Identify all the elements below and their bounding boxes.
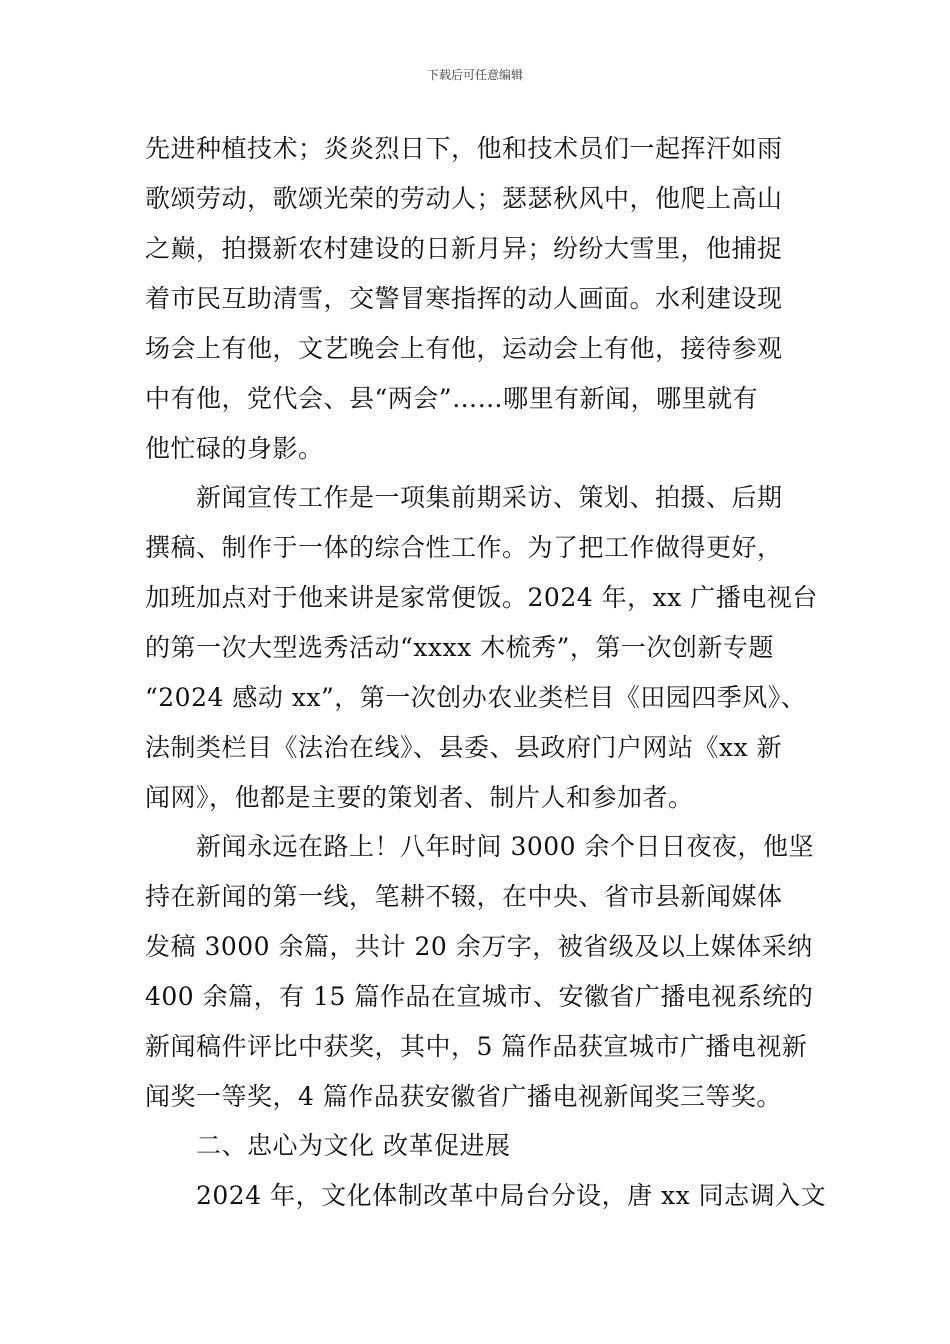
text-line: 之巅，拍摄新农村建设的日新月异；纷纷大雪里，他捕捉 bbox=[145, 234, 783, 263]
text-line: 400 余篇，有 15 篇作品在宣城市、安徽省广播电视系统的 bbox=[145, 982, 814, 1011]
text-line: 新闻稿件评比中获奖，其中，5 篇作品获宣城市广播电视新 bbox=[145, 1032, 808, 1061]
text-line: 他忙碌的身影。 bbox=[145, 434, 324, 463]
text-line: 着市民互助清雪，交警冒寒指挥的动人画面。水利建设现 bbox=[145, 284, 783, 313]
text-line: 闻网》，他都是主要的策划者、制片人和参加者。 bbox=[145, 783, 694, 812]
page-header: 下载后可任意编辑 bbox=[426, 68, 523, 82]
text-line: 歌颂劳动，歌颂光荣的劳动人；瑟瑟秋风中，他爬上高山 bbox=[145, 184, 783, 213]
text-line: 新闻永远在路上！八年时间 3000 余个日日夜夜，他坚 bbox=[145, 832, 815, 861]
text-line: 的第一次大型选秀活动“xxxx 木梳秀”，第一次创新专题 bbox=[145, 633, 774, 662]
text-line: 中有他，党代会、县“两会”……哪里有新闻，哪里就有 bbox=[145, 384, 759, 413]
text-line: “2024 感动 xx”，第一次创办农业类栏目《田园四季风》、 bbox=[145, 683, 807, 712]
text-line: 新闻宣传工作是一项集前期采访、策划、拍摄、后期 bbox=[145, 483, 783, 512]
text-line: 2024 年，文化体制改革中局台分设，唐 xx 同志调入文 bbox=[145, 1181, 827, 1210]
text-line: 闻奖一等奖，4 篇作品获安徽省广播电视新闻奖三等奖。 bbox=[145, 1082, 782, 1111]
text-line: 场会上有他，文艺晚会上有他，运动会上有他，接待参观 bbox=[145, 334, 783, 363]
text-line: 法制类栏目《法治在线》、县委、县政府门户网站《xx 新 bbox=[145, 733, 783, 762]
text-line: 发稿 3000 余篇，共计 20 余万字，被省级及以上媒体采纳 bbox=[145, 932, 813, 961]
text-line: 加班加点对于他来讲是家常便饭。2024 年，xx 广播电视台 bbox=[145, 583, 818, 612]
text-line: 先进种植技术；炎炎烈日下，他和技术员们一起挥汗如雨 bbox=[145, 134, 783, 163]
section-heading: 二、忠心为文化 改革促进展 bbox=[145, 1131, 511, 1160]
text-line: 持在新闻的第一线，笔耕不辍，在中央、省市县新闻媒体 bbox=[145, 882, 783, 911]
text-line: 撰稿、制作于一体的综合性工作。为了把工作做得更好， bbox=[145, 533, 783, 562]
